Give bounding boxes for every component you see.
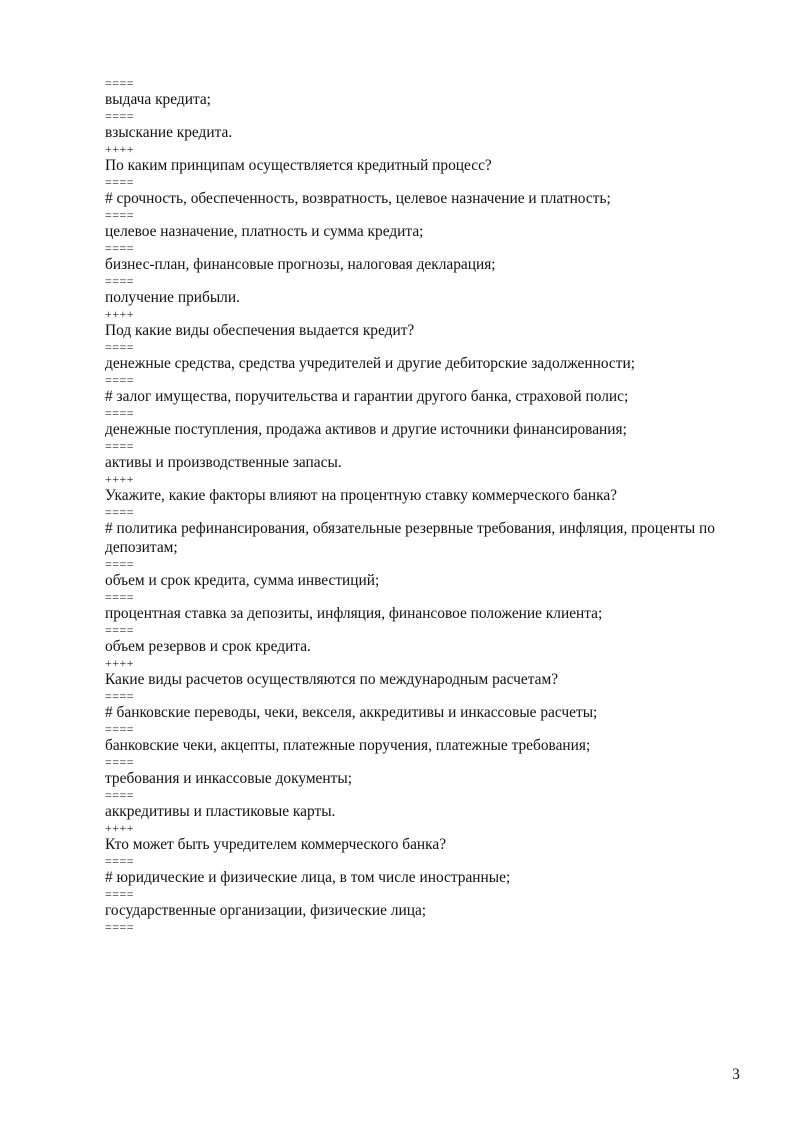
answer-option: денежные поступления, продажа активов и другие источники финансирования; <box>105 421 627 438</box>
correct-answer-option: # банковские переводы, чеки, векселя, аккредитивы и инкассовые расчеты; <box>105 704 598 721</box>
question-text: Кто может быть учредителем коммерческого банка? <box>105 836 447 853</box>
separator-line: ==== <box>105 505 135 519</box>
separator-line: ==== <box>105 920 135 934</box>
document-body <box>105 76 730 934</box>
answer-option: объем резервов и срок кредита. <box>105 638 311 655</box>
answer-option: аккредитивы и пластиковые карты. <box>105 803 336 820</box>
question-separator: ++++ <box>105 142 135 156</box>
question-separator: ++++ <box>105 307 135 321</box>
answer-option: бизнес-план, финансовые прогнозы, налоговая декларация; <box>105 256 496 273</box>
answer-option: получение прибыли. <box>105 289 240 306</box>
separator-line: ==== <box>105 439 135 453</box>
separator-line: ==== <box>105 406 135 420</box>
separator-line: ==== <box>105 623 135 637</box>
answer-option: целевое назначение, платность и сумма кредита; <box>105 223 424 240</box>
answer-option: процентная ставка за депозиты, инфляция, финансовое положение клиента; <box>105 605 603 622</box>
answer-option: объем и срок кредита, сумма инвестиций; <box>105 572 380 589</box>
separator-line: ==== <box>105 557 135 571</box>
separator-line: ==== <box>105 590 135 604</box>
separator-line: ==== <box>105 109 135 123</box>
separator-line: ==== <box>105 373 135 387</box>
separator-line: ==== <box>105 788 135 802</box>
answer-option: требования и инкассовые документы; <box>105 770 352 787</box>
question-separator: ++++ <box>105 656 135 670</box>
separator-line: ==== <box>105 689 135 703</box>
separator-line: ==== <box>105 274 135 288</box>
separator-line: ==== <box>105 241 135 255</box>
separator-line: ==== <box>105 755 135 769</box>
correct-answer-option: # юридические и физические лица, в том числе иностранные; <box>105 869 511 886</box>
separator-line: ==== <box>105 887 135 901</box>
separator-line: ==== <box>105 175 135 189</box>
answer-option: взыскание кредита. <box>105 124 233 141</box>
separator-line: ==== <box>105 76 135 90</box>
answer-option: активы и производственные запасы. <box>105 454 342 471</box>
answer-option: выдача кредита; <box>105 91 211 108</box>
correct-answer-option: # политика рефинансирования, обязательные резервные требования, инфляция, проценты по депозитам; <box>105 520 715 556</box>
separator-line: ==== <box>105 340 135 354</box>
separator-line: ==== <box>105 208 135 222</box>
question-separator: ++++ <box>105 472 135 486</box>
answer-option: банковские чеки, акцепты, платежные поручения, платежные требования; <box>105 737 591 754</box>
separator-line: ==== <box>105 722 135 736</box>
page-number: 3 <box>732 1066 740 1083</box>
question-separator: ++++ <box>105 821 135 835</box>
separator-line: ==== <box>105 854 135 868</box>
answer-option: государственные организации, физические лица; <box>105 902 427 919</box>
question-text: По каким принципам осуществляется кредитный процесс? <box>105 157 492 174</box>
correct-answer-option: # срочность, обеспеченность, возвратность, целевое назначение и платность; <box>105 190 611 207</box>
question-text: Какие виды расчетов осуществляются по международным расчетам? <box>105 671 559 688</box>
correct-answer-option: # залог имущества, поручительства и гарантии другого банка, страховой полис; <box>105 388 629 405</box>
question-text: Под какие виды обеспечения выдается кредит? <box>105 322 415 339</box>
answer-option: денежные средства, средства учредителей и другие дебиторские задолженности; <box>105 355 636 372</box>
question-text: Укажите, какие факторы влияют на процентную ставку коммерческого банка? <box>105 487 617 504</box>
